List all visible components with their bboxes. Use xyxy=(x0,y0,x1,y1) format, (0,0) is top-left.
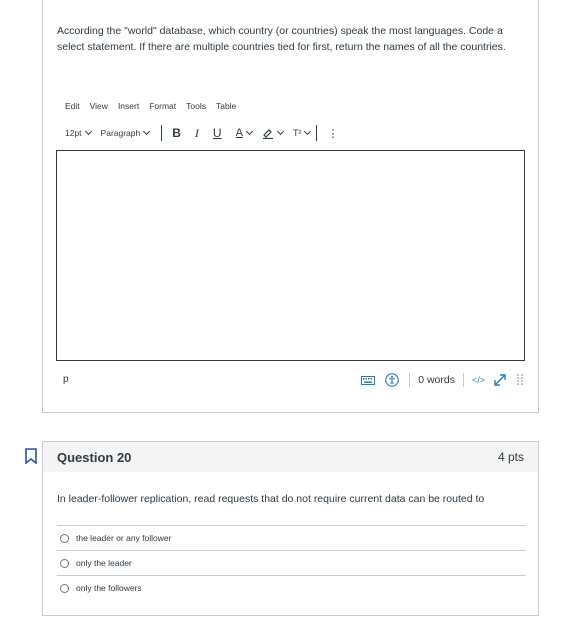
radio-button[interactable] xyxy=(60,559,69,568)
superscript-button[interactable] xyxy=(293,128,311,138)
editor-toolbar xyxy=(65,125,352,141)
html-editor-button[interactable]: </> xyxy=(471,375,485,385)
question-points: 4 pts xyxy=(497,450,524,464)
statusbar-right xyxy=(361,372,523,388)
chevron-down-icon xyxy=(277,128,284,135)
status-divider xyxy=(463,373,464,387)
bookmark-flag-icon[interactable] xyxy=(25,448,37,464)
underline-button[interactable]: U xyxy=(212,126,222,140)
fullscreen-icon[interactable] xyxy=(493,373,507,387)
highlighter-icon xyxy=(262,127,274,139)
font-size-value: 12pt xyxy=(65,128,82,138)
question-19-text: According the "world" database, which country (or countries) speak the most languages. Code a select statement. If there are multiple countries tied for first, return the names of all the countries. xyxy=(57,25,506,53)
answer-label: only the leader xyxy=(76,558,132,568)
rich-text-editor[interactable] xyxy=(56,150,525,361)
menu-format[interactable]: Format xyxy=(149,101,177,111)
answer-label: only the followers xyxy=(76,583,142,593)
toolbar-divider xyxy=(316,125,317,141)
chevron-down-icon xyxy=(246,128,253,135)
question-19-card xyxy=(42,0,539,413)
element-path[interactable]: p xyxy=(63,374,69,385)
italic-button[interactable]: I xyxy=(194,125,199,140)
text-color-icon: A xyxy=(235,127,243,139)
keyboard-icon[interactable] xyxy=(361,374,375,386)
question-title: Question 20 xyxy=(57,450,132,465)
bold-button[interactable]: B xyxy=(172,126,181,140)
menu-table[interactable]: Table xyxy=(215,101,237,111)
radio-button[interactable] xyxy=(60,584,69,593)
answer-label: the leader or any follower xyxy=(76,533,172,543)
superscript-icon: T² xyxy=(292,128,302,138)
more-options-button[interactable]: ⋮ xyxy=(327,127,339,140)
toolbar-divider xyxy=(161,125,162,141)
chevron-down-icon xyxy=(304,128,311,135)
editor-statusbar xyxy=(63,372,523,388)
menu-edit[interactable]: Edit xyxy=(65,101,80,111)
font-size-select[interactable] xyxy=(65,128,91,138)
word-count: 0 words xyxy=(418,374,455,386)
text-color-button[interactable] xyxy=(236,127,252,139)
drag-handle-icon[interactable] xyxy=(517,374,523,386)
menu-insert[interactable]: Insert xyxy=(117,101,140,111)
menu-tools[interactable]: Tools xyxy=(186,101,206,111)
question-20-text: In leader-follower replication, read requests that do not require current data can be routed to xyxy=(57,493,485,505)
editor-menubar xyxy=(65,101,246,111)
status-divider xyxy=(409,373,410,387)
radio-button[interactable] xyxy=(60,534,69,543)
answer-option[interactable] xyxy=(57,525,526,550)
chevron-down-icon xyxy=(85,128,92,135)
answer-option[interactable] xyxy=(57,550,526,575)
accessibility-icon[interactable] xyxy=(385,373,399,387)
question-20-header xyxy=(42,441,539,473)
block-format-select[interactable] xyxy=(101,128,150,138)
answer-option[interactable] xyxy=(57,575,526,600)
chevron-down-icon xyxy=(143,128,150,135)
highlight-color-button[interactable] xyxy=(262,127,283,139)
menu-view[interactable]: View xyxy=(89,101,108,111)
question-20-body xyxy=(42,472,539,616)
block-format-value: Paragraph xyxy=(100,128,141,138)
